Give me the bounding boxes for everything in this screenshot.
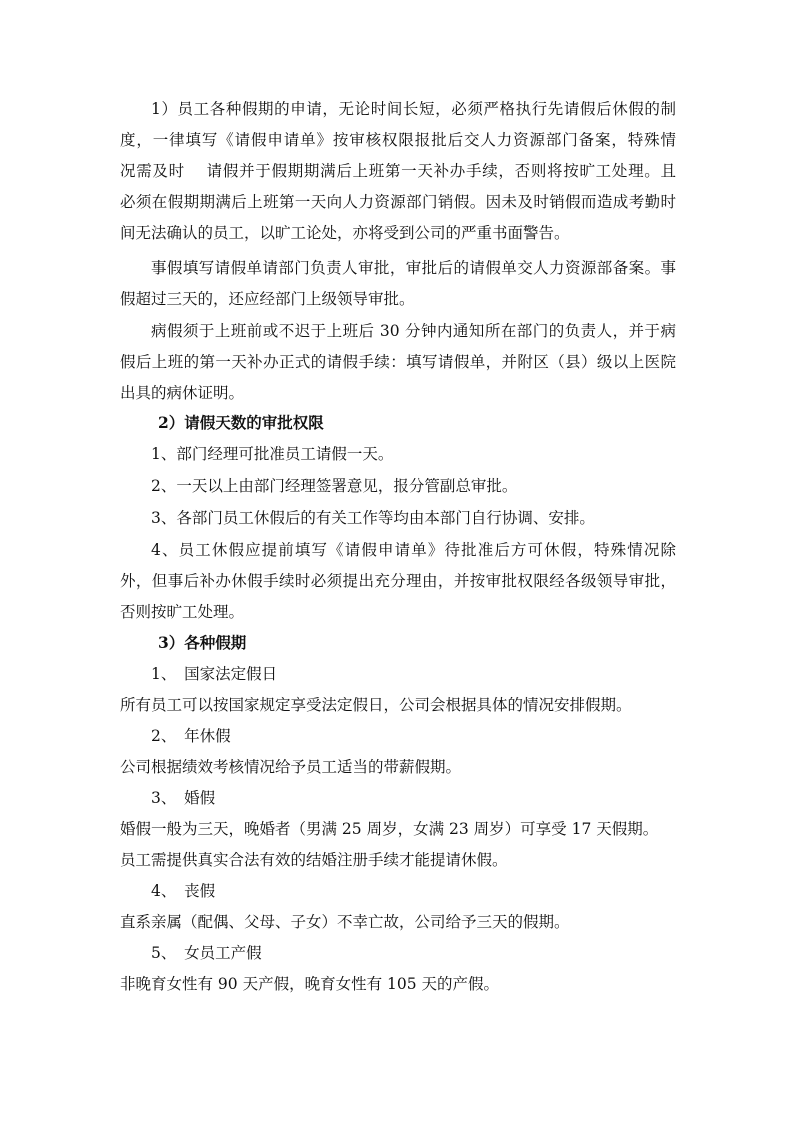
text-line: 间无法确认的员工，以旷工论处，亦将受到公司的严重书面警告。 xyxy=(120,224,570,242)
list-item: 1、部门经理可批准员工请假一天。 xyxy=(151,445,394,463)
text-line: 4、员工休假应提前填写《请假申请单》待批准后方可休假，特殊情况除 xyxy=(151,541,676,559)
list-item: 3、各部门员工休假后的有关工作等均由本部门自行协调、安排。 xyxy=(151,509,595,527)
leave-type-text: 婚假一般为三天，晚婚者（男满 25 周岁，女满 23 周岁）可享受 17 天假期。 xyxy=(120,820,659,838)
list-item: 2、一天以上由部门经理签署意见，报分管副总审批。 xyxy=(151,477,518,495)
section-heading-leave-types: 3）各种假期 xyxy=(158,633,247,652)
leave-application-paragraph xyxy=(120,94,676,249)
text-line: 否则按旷工处理。 xyxy=(120,603,245,621)
sick-leave-paragraph xyxy=(120,316,676,409)
personal-leave-paragraph xyxy=(120,253,676,315)
leave-type-text: 直系亲属（配偶、父母、子女）不幸亡故，公司给予三天的假期。 xyxy=(120,913,570,931)
text-line: 出具的病休证明。 xyxy=(120,384,245,402)
text-line: 外，但事后补办休假手续时必须提出充分理由，并按审批权限经各级领导审批， xyxy=(120,572,676,590)
list-item-4-paragraph xyxy=(120,535,676,628)
leave-type-text: 所有员工可以按国家规定享受法定假日，公司会根据具体的情况安排假期。 xyxy=(120,696,632,714)
section-heading-approval-authority: 2）请假天数的审批权限 xyxy=(158,413,324,432)
leave-type-text: 员工需提供真实合法有效的结婚注册手续才能提请休假。 xyxy=(120,851,508,869)
leave-type-text: 非晚育女性有 90 天产假，晚育女性有 105 天的产假。 xyxy=(120,975,500,993)
leave-type-text: 公司根据绩效考核情况给予员工适当的带薪假期。 xyxy=(120,758,462,776)
leave-type-heading: 5、 女员工产假 xyxy=(151,944,262,962)
leave-type-heading: 2、 年休假 xyxy=(151,727,231,745)
leave-type-heading: 4、 丧假 xyxy=(151,882,216,900)
text-line: 事假填写请假单请部门负责人审批，审批后的请假单交人力资源部备案。事 xyxy=(151,259,676,277)
leave-type-heading: 3、 婚假 xyxy=(151,789,216,807)
text-line: 假后上班的第一天补办正式的请假手续：填写请假单，并附区（县）级以上医院 xyxy=(120,353,676,371)
text-line: 况需及时 请假并于假期期满后上班第一天补办手续，否则将按旷工处理。且 xyxy=(120,162,676,180)
text-line: 1）员工各种假期的申请，无论时间长短，必须严格执行先请假后休假的制 xyxy=(151,100,676,118)
text-line: 病假须于上班前或不迟于上班后 30 分钟内通知所在部门的负责人，并于病 xyxy=(151,322,676,340)
text-line: 度，一律填写《请假申请单》按审核权限报批后交人力资源部门备案，特殊情 xyxy=(120,131,676,149)
text-line: 必须在假期期满后上班第一天向人力资源部门销假。因未及时销假而造成考勤时 xyxy=(120,193,676,211)
leave-type-heading: 1、 国家法定假日 xyxy=(151,665,278,683)
text-line: 假超过三天的，还应经部门上级领导审批。 xyxy=(120,290,415,308)
